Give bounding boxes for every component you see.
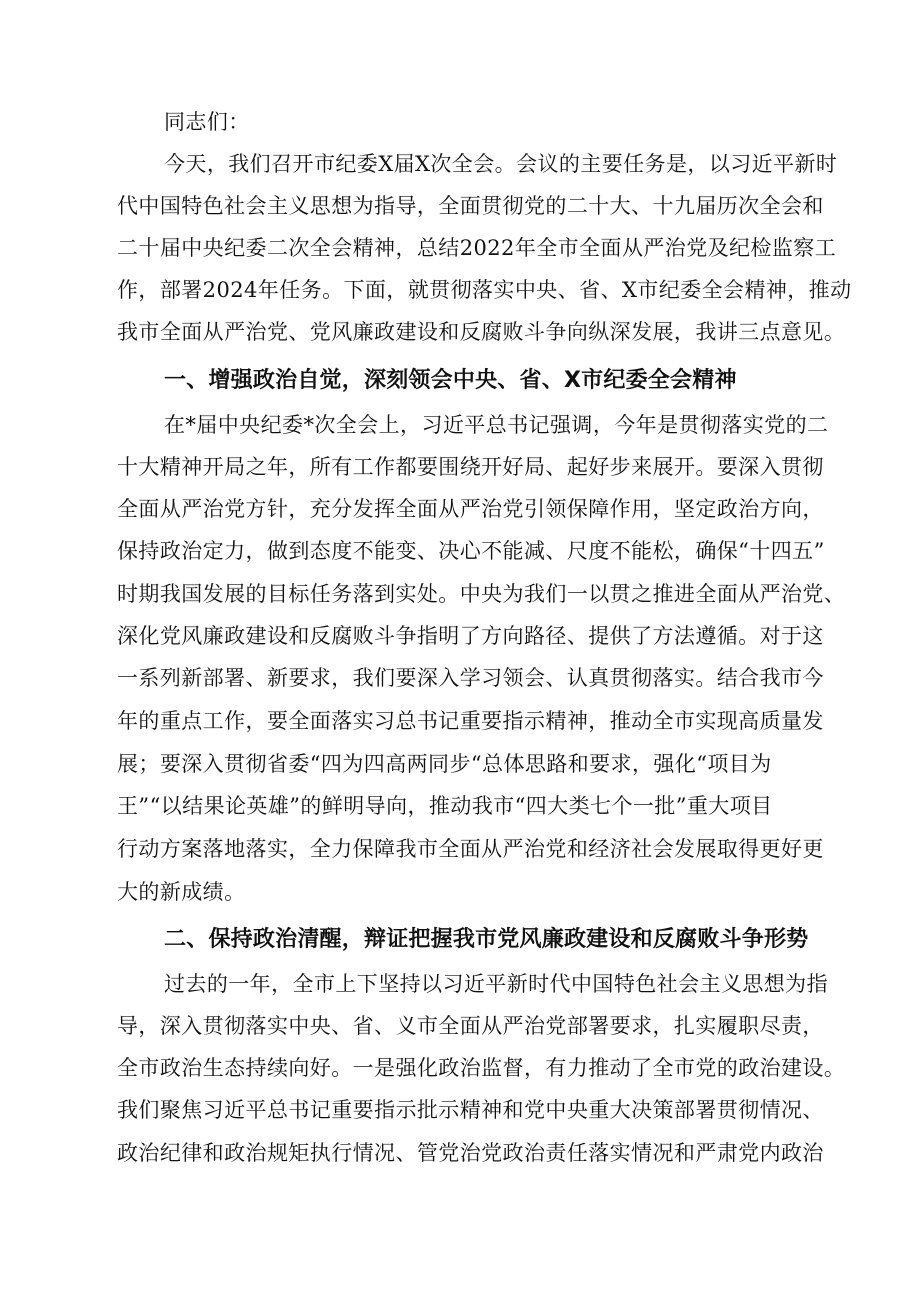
salutation: 同志们： (164, 110, 250, 134)
section-2-line: 导，深入贯彻落实中央、省、义市全面从严治党部署要求，扎实履职尽责， (117, 1014, 824, 1038)
section-1-line: 展；要深入贯彻省委“四为四高两同步“总体思路和要求，强化“项目为 (117, 752, 772, 776)
section-1-line: 王”“以结果论英雄”的鲜明导向，推动我市“四大类七个一批”重大项目 (117, 794, 773, 818)
section-1-line: 时期我国发展的目标任务落到实处。中央为我们一以贯之推进全面从严治党、 (117, 582, 846, 606)
section-heading-2: 二、保持政治清醒，辩证把握我市党风廉政建设和反腐败斗争形势 (164, 927, 809, 952)
intro-line: 二十届中央纪委二次全会精神，总结2022年全市全面从严治党及纪检监察工 (117, 236, 837, 260)
section-heading-1: 一、增强政治自觉，深刻领会中央、省、X市纪委全会精神 (164, 368, 737, 393)
section-1-line: 十大精神开局之年，所有工作都要围绕开好局、起好步来展开。要深入贯彻 (117, 455, 824, 479)
section-2-line: 我们聚焦习近平总书记重要指示批示精神和党中央重大决策部署贯彻情况、 (117, 1098, 824, 1122)
section-1-line: 年的重点工作，要全面落实习总书记重要指示精神，推动全市实现高质量发 (117, 709, 824, 733)
section-2-line: 过去的一年，全市上下坚持以习近平新时代中国特色社会主义思想为指 (164, 972, 829, 996)
intro-line: 代中国特色社会主义思想为指导，全面贯彻党的二十大、十九届历次全会和 (117, 194, 824, 218)
intro-line: 我市全面从严治党、党风廉政建设和反腐败斗争向纵深发展，我讲三点意见。 (117, 320, 846, 344)
section-1-line: 深化党风廉政建设和反腐败斗争指明了方向路径、提供了方法遵循。对于这 (117, 624, 824, 648)
section-1-line: 全面从严治党方针，充分发挥全面从严治党引领保障作用，坚定政治方向， (117, 497, 824, 521)
section-1-line: 大的新成绩。 (117, 880, 246, 904)
section-1-line: 行动方案落地落实，全力保障我市全面从严治党和经济社会发展取得更好更 (117, 837, 824, 861)
section-1-line: 保持政治定力，做到态度不能变、决心不能减、尺度不能松，确保“十四五” (117, 539, 825, 563)
intro-line: 今天，我们召开市纪委X届X次全会。会议的主要任务是，以习近平新时 (164, 152, 838, 176)
section-1-line: 在*届中央纪委*次全会上，习近平总书记强调，今年是贯彻落实党的二 (164, 413, 829, 437)
section-2-line: 全市政治生态持续向好。一是强化政治监督，有力推动了全市党的政治建设。 (117, 1056, 846, 1080)
section-1-line: 一系列新部署、新要求，我们要深入学习领会、认真贯彻落实。结合我市今 (117, 666, 824, 690)
section-2-line: 政治纪律和政治规矩执行情况、管党治党政治责任落实情况和严肃党内政治 (117, 1141, 824, 1165)
intro-line: 作，部署2024年任务。下面，就贯彻落实中央、省、X市纪委全会精神，推动 (117, 278, 852, 302)
